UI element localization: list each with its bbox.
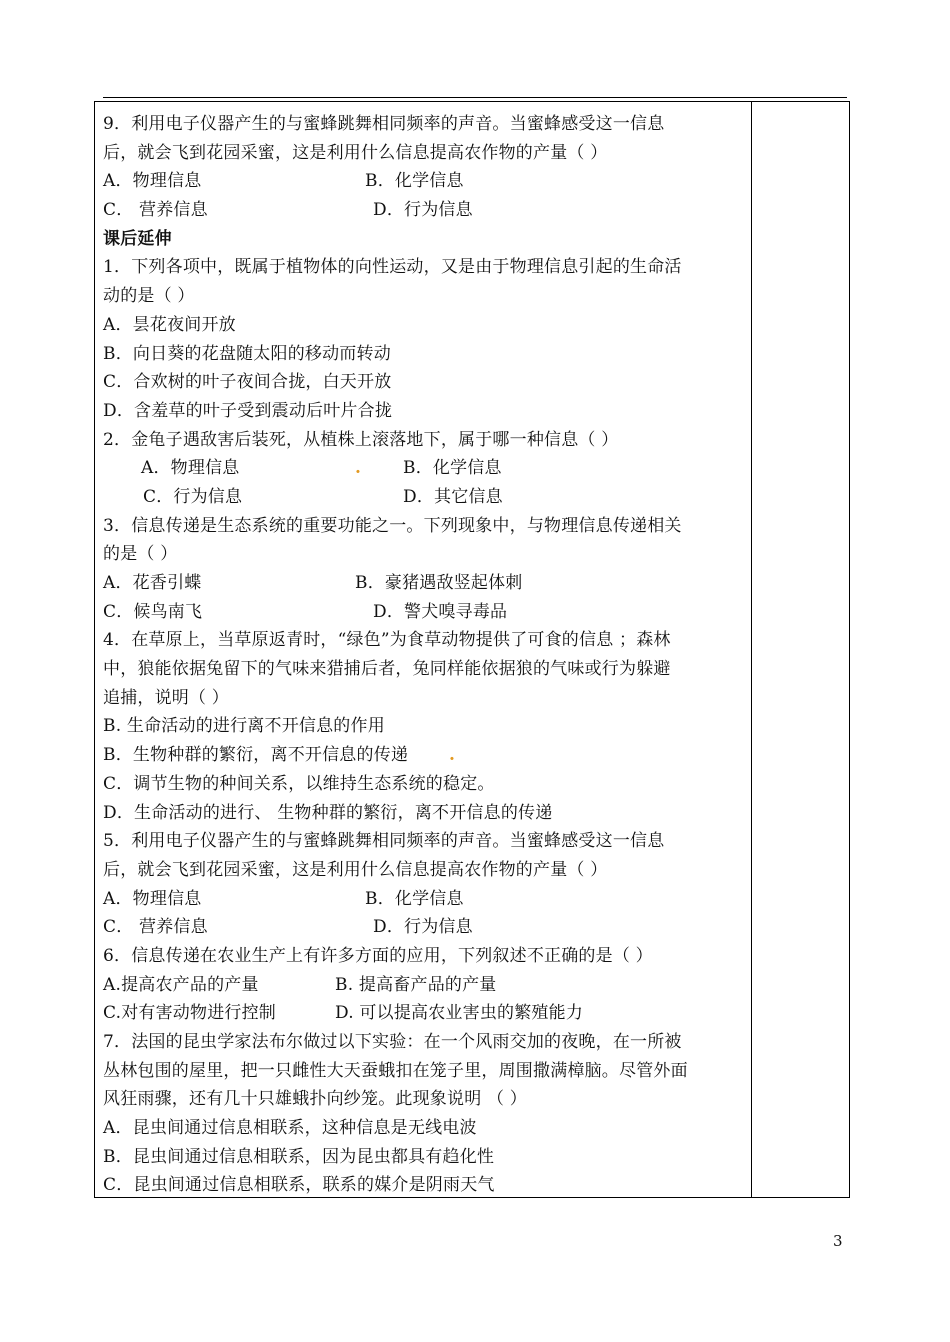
question-9-line-2: 后，就会飞到花园采蜜，这是利用什么信息提高农作物的产量（ ） [103,142,608,163]
exercise-3-option-d: D．警犬嗅寻毒品 [373,601,508,622]
exercise-7-option-c: C．昆虫间通过信息相联系，联系的媒介是阴雨天气 [103,1175,495,1196]
exercise-5-option-b: B．化学信息 [365,888,464,909]
exercise-5-line-2: 后，就会飞到花园采蜜，这是利用什么信息提高农作物的产量（ ） [103,859,608,880]
page-number: 3 [833,1232,843,1250]
exercise-3-option-c: C．候鸟南飞 [103,601,203,622]
section-heading: 课后延伸 [103,228,172,249]
exercise-4-line-1: 4．在草原上，当草原返青时，“绿色”为食草动物提供了可食的信息 ；森林 [103,630,671,651]
exercise-6-option-b: B. 提高畜产品的产量 [335,974,497,995]
exercise-4-line-2: 中，狼能依据兔留下的气味来猎捕后者，兔同样能依据狼的气味或行为躲避 [103,659,671,680]
exercise-1-option-c: C．合欢树的叶子夜间合拢，白天开放 [103,372,392,393]
exercise-2-option-b: B．化学信息 [403,458,502,479]
exercise-2-option-d: D．其它信息 [403,486,503,507]
orange-dot-mark: . [449,745,456,766]
exercise-7-line-2: 丛林包围的屋里，把一只雌性大天蚕蛾扣在笼子里，周围撒满樟脑。尽管外面 [103,1060,688,1081]
exercise-5-options-cd [103,913,747,942]
exercise-6-option-d: D. 可以提高农业害虫的繁殖能力 [335,1003,584,1024]
exercise-1-option-d: D．含羞草的叶子受到震动后叶片合拢 [103,400,393,421]
exercise-1-line-2: 动的是（ ） [103,286,195,307]
exercise-6-options-cd [103,999,747,1028]
exercise-6-line-1: 6．信息传递在农业生产上有许多方面的应用，下列叙述不正确的是（ ） [103,945,653,966]
exercise-7-line-1: 7．法国的昆虫学家法布尔做过以下实验：在一个风雨交加的夜晚，在一所被 [103,1032,682,1052]
exercise-2-options-ab [103,454,747,483]
exercise-2-line-1: 2．金龟子遇敌害后装死，从植株上滚落地下，属于哪一种信息（ ） [103,429,619,450]
exercise-7-option-a: A．昆虫间通过信息相联系，这种信息是无线电波 [103,1118,477,1139]
exercise-6-option-a: A.提高农产品的产量 [103,974,259,995]
exercise-2-option-c: C．行为信息 [143,486,243,507]
exercise-4-line-3: 追捕，说明（ ） [103,687,230,708]
exercise-4-option-b: B．生物种群的繁衍，离不开信息的传递 [103,745,409,766]
exercise-5-option-d: D．行为信息 [373,917,473,938]
exercise-1-option-a: A．昙花夜间开放 [103,314,236,335]
exercise-5-option-c: C． 营养信息 [103,917,208,938]
exercise-4-option-b-row [103,741,747,770]
question-9-options-ab [103,167,747,196]
exercise-4-option-c: C．调节生物的种间关系，以维持生态系统的稳定。 [103,773,495,794]
question-9-option-a: A．物理信息 [103,171,202,192]
exercise-3-options-ab [103,569,747,598]
question-9-options-cd [103,196,747,225]
exercise-3-option-b: B．豪猪遇敌竖起体刺 [355,573,523,593]
worksheet-content [103,110,747,1200]
exercise-5-option-a: A．物理信息 [103,888,202,909]
header-rule [103,97,847,98]
exercise-2-option-a: A．物理信息 [141,458,240,479]
question-9-option-c: C． 营养信息 [103,200,208,221]
exercise-2-options-cd [103,483,747,512]
exercise-6-options-ab [103,971,747,1000]
exercise-4-option-d: D．生命活动的进行、 生物种群的繁衍，离不开信息的传递 [103,802,553,823]
exercise-3-options-cd [103,598,747,627]
exercise-5-line-1: 5．利用电子仪器产生的与蜜蜂跳舞相同频率的声音。当蜜蜂感受这一信息 [103,831,665,852]
exercise-1-option-b: B．向日葵的花盘随太阳的移动而转动 [103,343,391,364]
exercise-3-line-2: 的是（ ） [103,544,178,565]
orange-dot-mark: . [355,458,362,479]
question-9-option-b: B．化学信息 [365,171,464,192]
table-column-divider [751,101,752,1198]
exercise-5-options-ab [103,885,747,914]
exercise-7-option-b: B．昆虫间通过信息相联系，因为昆虫都具有趋化性 [103,1146,495,1167]
exercise-6-option-c: C.对有害动物进行控制 [103,1003,277,1024]
exercise-3-option-a: A．花香引蝶 [103,573,202,593]
exercise-4-option-a: B. 生命活动的进行离不开信息的作用 [103,716,385,737]
question-9-line-1: 9．利用电子仪器产生的与蜜蜂跳舞相同频率的声音。当蜜蜂感受这一信息 [103,114,665,134]
exercise-3-line-1: 3．信息传递是生态系统的重要功能之一。下列现象中，与物理信息传递相关 [103,515,682,536]
exercise-7-line-3: 风狂雨骤，还有几十只雄蛾扑向纱笼。此现象说明 （ ） [103,1089,528,1110]
question-9-option-d: D．行为信息 [373,200,473,221]
exercise-1-line-1: 1．下列各项中，既属于植物体的向性运动，又是由于物理信息引起的生命活 [103,257,682,278]
